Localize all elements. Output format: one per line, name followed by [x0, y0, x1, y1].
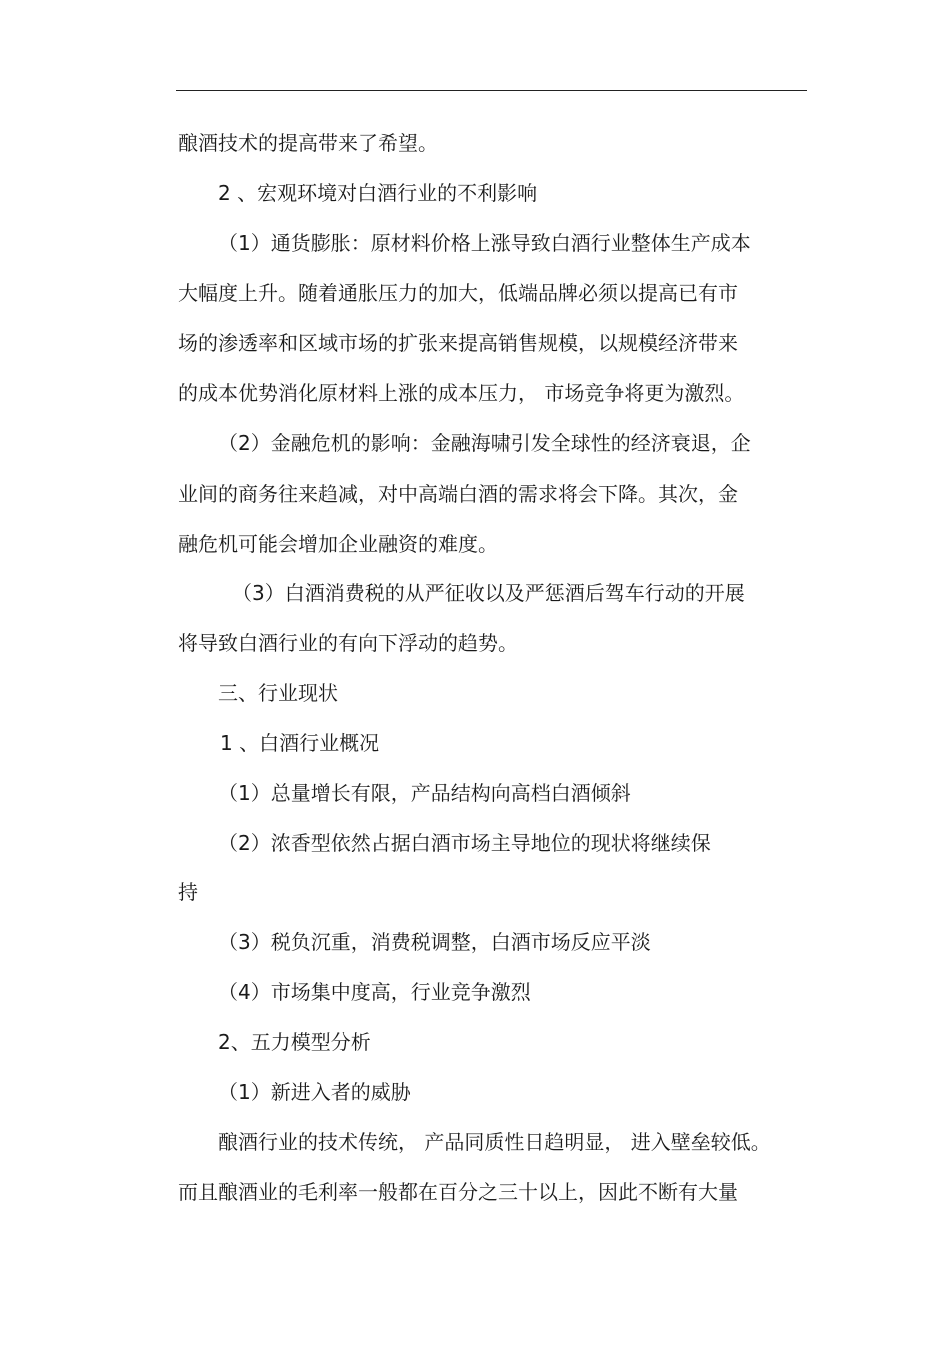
- text-line-tax-1: （3）白酒消费税的从严征收以及严惩酒后驾车行动的开展: [232, 581, 745, 605]
- text-line-inflation-2: 大幅度上升。随着通胀压力的加大，低端品牌必须以提高已有市: [178, 281, 738, 305]
- list-item-2-continuation: 持: [178, 880, 198, 904]
- text-line-crisis-3: 融危机可能会增加企业融资的难度。: [178, 532, 498, 556]
- text-line-tax-2: 将导致白酒行业的有向下浮动的趋势。: [178, 631, 518, 655]
- text-line-continuation: 酿酒技术的提高带来了希望。: [178, 131, 438, 155]
- text-line-inflation-3: 场的渗透率和区域市场的扩张来提高销售规模，以规模经济带来: [178, 331, 738, 355]
- text-line-inflation-1: （1）通货膨胀：原材料价格上涨导致白酒行业整体生产成本: [218, 231, 751, 255]
- text-line-crisis-1: （2）金融危机的影响：金融海啸引发全球性的经济衰退，企: [218, 431, 751, 455]
- list-item-1: （1）总量增长有限，产品结构向高档白酒倾斜: [218, 781, 631, 805]
- list-item-2: （2）浓香型依然占据白酒市场主导地位的现状将继续保: [218, 831, 711, 855]
- list-item-3: （3）税负沉重，消费税调整，白酒市场反应平淡: [218, 930, 651, 954]
- text-line-entrants-2: 而且酿酒业的毛利率一般都在百分之三十以上，因此不断有大量: [178, 1180, 738, 1204]
- subheading-industry-overview: 1 、白酒行业概况: [220, 731, 380, 755]
- list-item-4: （4）市场集中度高，行业竞争激烈: [218, 980, 531, 1004]
- subheading-new-entrants: （1）新进入者的威胁: [218, 1080, 411, 1104]
- header-rule: [176, 90, 807, 91]
- text-line-crisis-2: 业间的商务往来趋减，对中高端白酒的需求将会下降。其次，金: [178, 482, 738, 506]
- subheading-unfavorable-impact: 2 、宏观环境对白酒行业的不利影响: [218, 181, 538, 205]
- text-line-inflation-4: 的成本优势消化原材料上涨的成本压力， 市场竞争将更为激烈。: [178, 381, 745, 405]
- subheading-five-forces: 2、五力模型分析: [218, 1030, 371, 1054]
- section-heading-industry-status: 三、行业现状: [218, 681, 338, 705]
- text-line-entrants-1: 酿酒行业的技术传统， 产品同质性日趋明显， 进入壁垒较低。: [218, 1130, 771, 1154]
